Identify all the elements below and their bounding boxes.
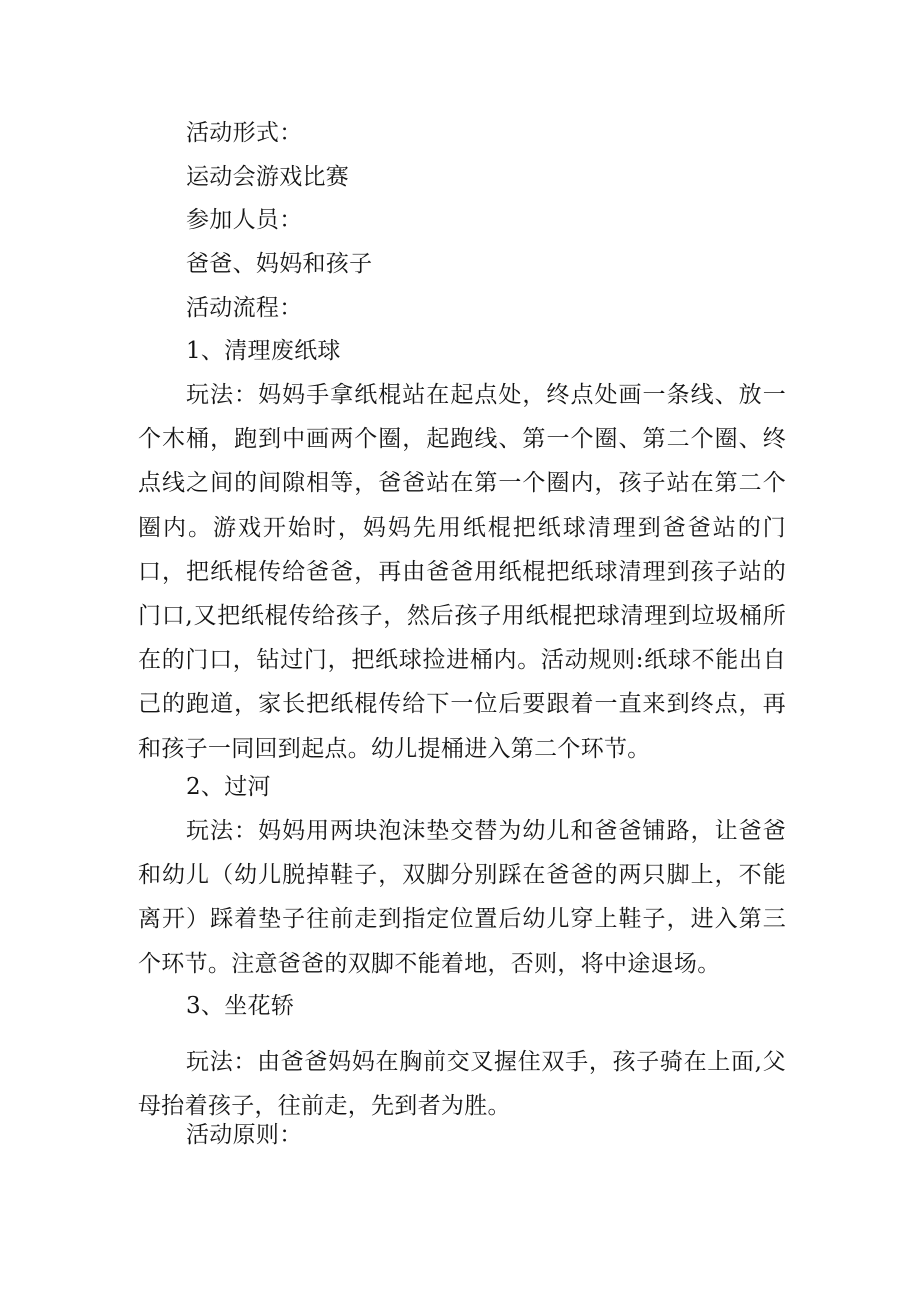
game1-rules: 玩法：妈妈手拿纸棍站在起点处，终点处画一条线、放一个木桶，跑到中画两个圈，起跑线、第一个圈、第二个圈、终点线之间的间隙相等，爸爸站在第一个圈内，孩子站在第二个圈内。游戏开始时，妈妈先用纸棍把纸球清理到爸爸站的门口，把纸棍传给爸爸，再由爸爸用纸棍把纸球清理到孩子站的门口,又把纸棍传给孩子，然后孩子用纸棍把球清理到垃圾桶所在的门口，钻过门，把纸球捡进桶内。活动规则:纸球不能出自己的跑道，家长把纸棍传给下一位后要跟着一直来到终点，再和孩子一同回到起点。幼儿提桶进入第二个环节。 xyxy=(138,382,786,762)
game1-title: 1、清理废纸球 xyxy=(186,338,341,364)
activity-form-heading: 活动形式： xyxy=(186,120,303,146)
process-heading: 活动流程： xyxy=(186,295,303,321)
game2-title: 2、过河 xyxy=(186,774,271,800)
participants-heading: 参加人员： xyxy=(186,207,303,233)
activity-form-value: 运动会游戏比赛 xyxy=(186,164,350,190)
principles-heading: 活动原则： xyxy=(186,1122,303,1148)
participants-value: 爸爸、妈妈和孩子 xyxy=(186,251,373,277)
game3-rules: 玩法：由爸爸妈妈在胸前交叉握住双手，孩子骑在上面,父母抬着孩子，往前走，先到者为胜。 xyxy=(138,1049,786,1120)
game3-title: 3、坐花轿 xyxy=(186,993,295,1019)
game2-rules: 玩法：妈妈用两块泡沫垫交替为幼儿和爸爸铺路，让爸爸和幼儿（幼儿脱掉鞋子，双脚分别踩在爸爸的两只脚上，不能离开）踩着垫子往前走到指定位置后幼儿穿上鞋子，进入第三个环节。注意爸爸的双脚不能着地，否则，将中途退场。 xyxy=(138,818,786,977)
